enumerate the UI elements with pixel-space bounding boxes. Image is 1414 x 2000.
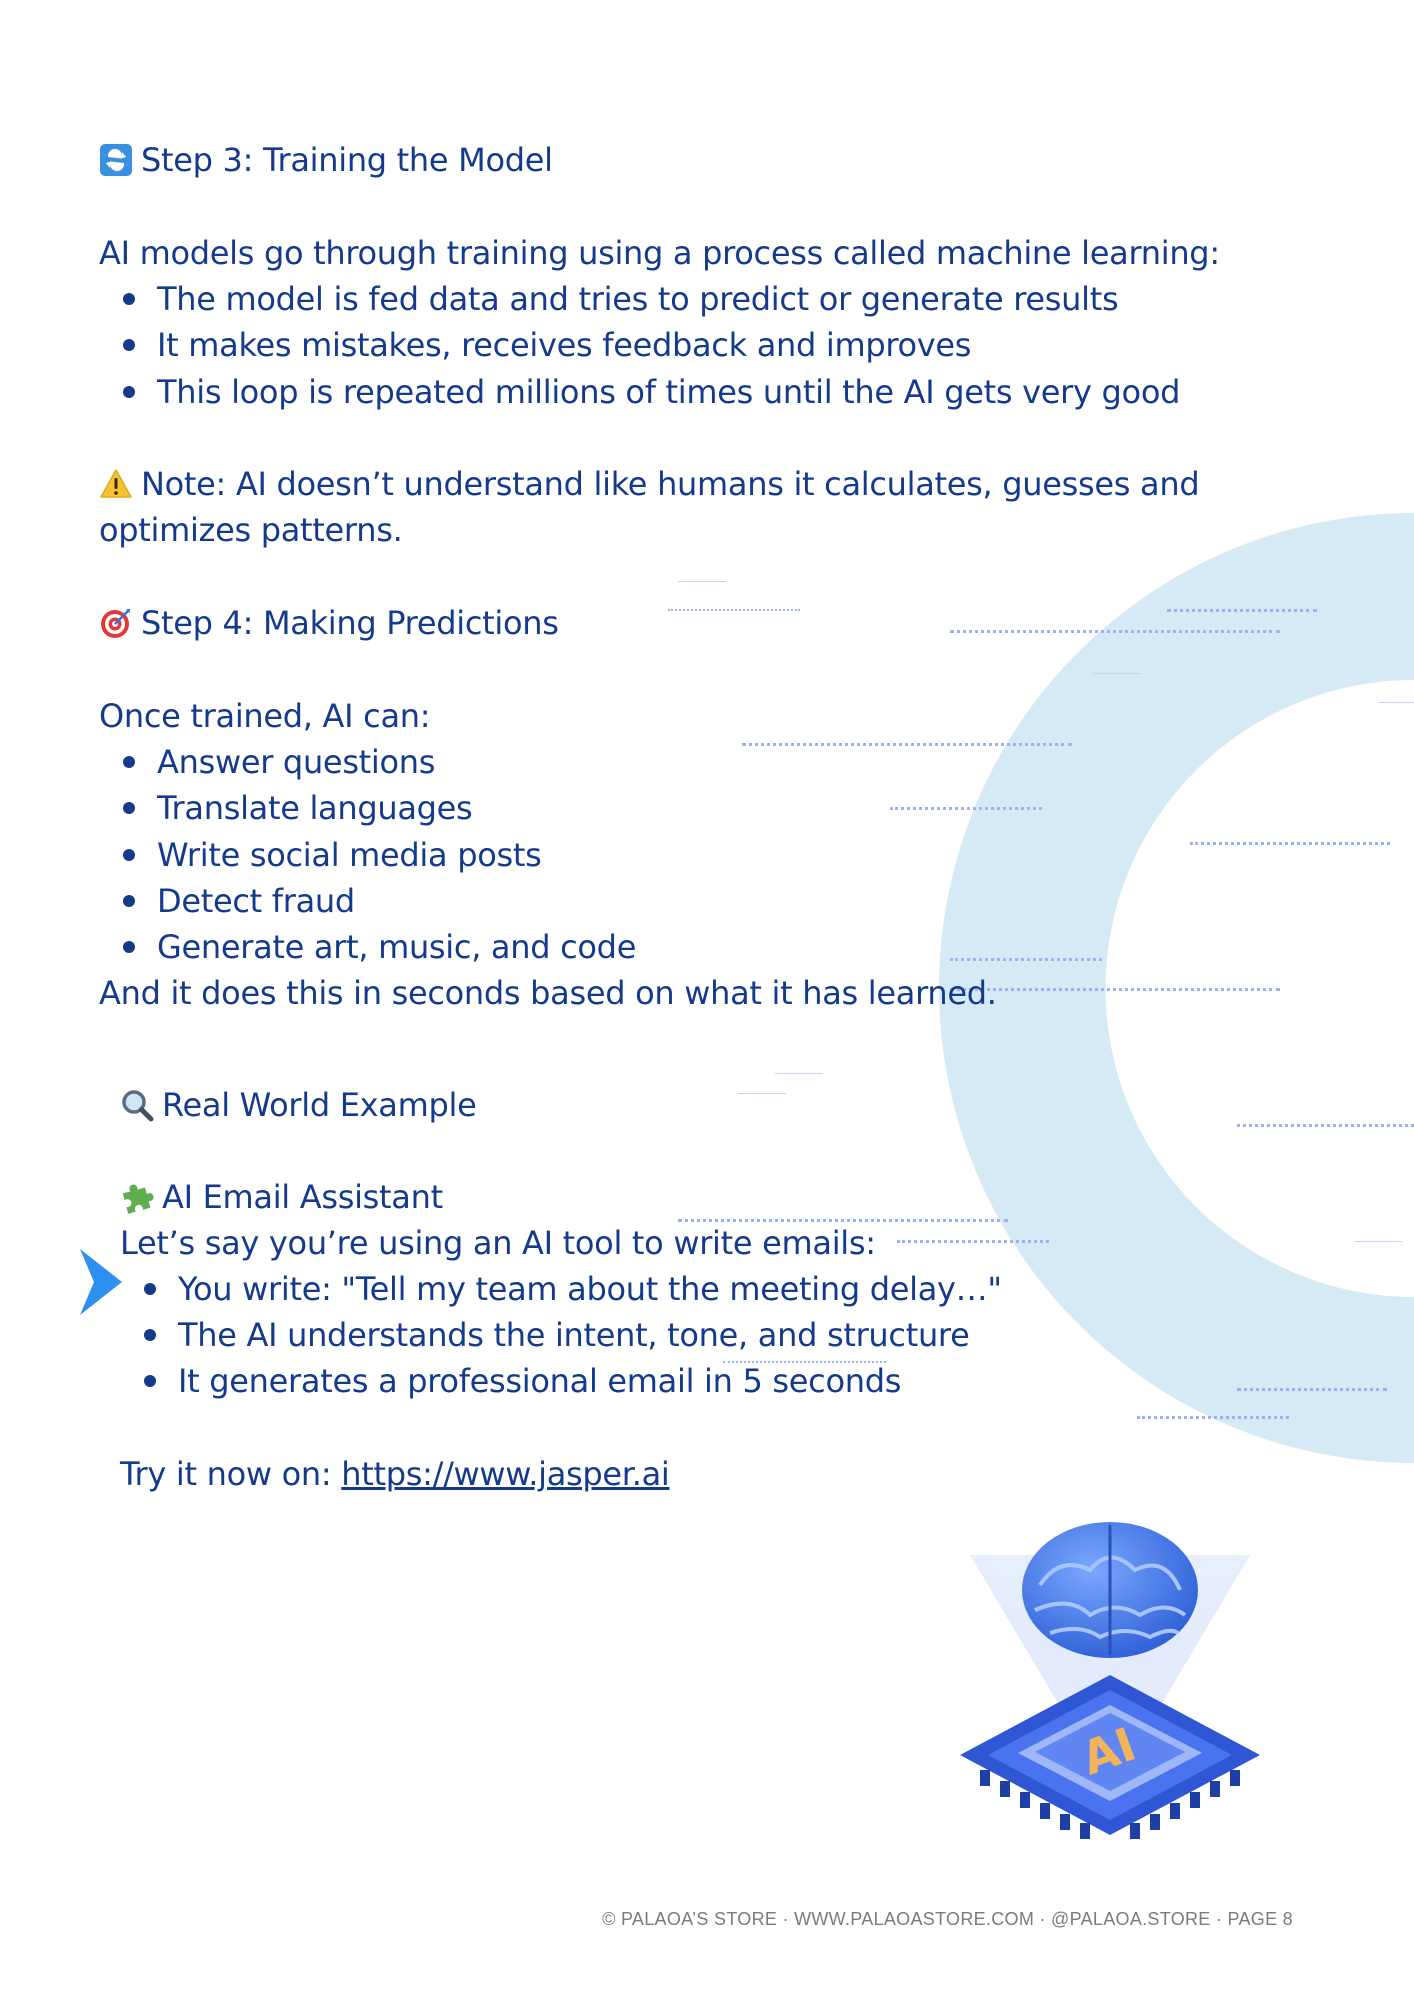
jasper-link[interactable]: https://www.jasper.ai <box>341 1455 670 1493</box>
list-item: You write: "Tell my team about the meeting delay…" <box>178 1267 1002 1311</box>
step3-heading-text: Step 3: Training the Model <box>141 141 553 179</box>
step3-intro: AI models go through training using a process called machine learning: <box>99 234 1220 272</box>
list-item: It generates a professional email in 5 seconds <box>178 1359 901 1403</box>
example-subheading-text: AI Email Assistant <box>162 1178 443 1216</box>
target-icon <box>99 606 133 640</box>
step4-heading <box>99 601 559 645</box>
example-heading <box>120 1083 476 1127</box>
repeat-icon <box>99 143 133 177</box>
example-intro: Let’s say you’re using an AI tool to write emails: <box>120 1224 876 1262</box>
list-item: Answer questions <box>157 740 435 784</box>
warning-icon <box>99 467 133 501</box>
list-item: This loop is repeated millions of times until the AI gets very good <box>157 370 1180 414</box>
list-item: It makes mistakes, receives feedback and improves <box>157 323 971 367</box>
chip-label: AI <box>1074 1716 1143 1786</box>
step4-intro: Once trained, AI can: <box>99 697 431 735</box>
list-item: Detect fraud <box>157 879 355 923</box>
note-text: Note: AI doesn’t understand like humans it calculates, guesses and <box>141 465 1200 503</box>
chevron-right-icon <box>78 1249 124 1315</box>
example-subheading <box>120 1175 443 1219</box>
list-item: Translate languages <box>157 786 472 830</box>
note-line2: optimizes patterns. <box>99 511 403 549</box>
list-item: Generate art, music, and code <box>157 925 636 969</box>
list-item: The AI understands the intent, tone, and structure <box>178 1313 969 1357</box>
page-footer: © PALAOA’S STORE · WWW.PALAOASTORE.COM · @PALAOA.STORE · PAGE 8 <box>602 1909 1293 1929</box>
ai-brain-chip-illustration <box>940 1515 1280 1845</box>
step3-heading <box>99 138 553 182</box>
step4-heading-text: Step 4: Making Predictions <box>141 604 559 642</box>
note-line1 <box>99 462 1199 506</box>
puzzle-icon <box>120 1180 154 1214</box>
step4-outro: And it does this in seconds based on what it has learned. <box>99 974 997 1012</box>
magnifier-icon <box>120 1088 154 1122</box>
list-item: The model is fed data and tries to predict or generate results <box>157 277 1118 321</box>
list-item: Write social media posts <box>157 833 542 877</box>
try-line <box>120 1452 669 1496</box>
try-label: Try it now on: <box>120 1455 342 1493</box>
example-heading-text: Real World Example <box>162 1086 477 1124</box>
